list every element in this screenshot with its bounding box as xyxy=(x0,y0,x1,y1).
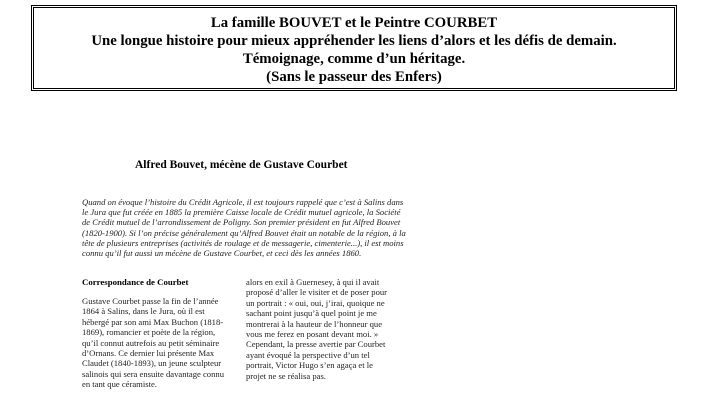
intro-line: de Crédit mutuel de l’arrondissement de Poligny. Son premier président en fut Alfred Bouvet xyxy=(82,217,401,228)
column-line: 1869), romancier et poète de la région, xyxy=(82,327,216,338)
header-line-1: La famille BOUVET et le Peintre COURBET xyxy=(210,15,498,31)
article-title: Alfred Bouvet, mécène de Gustave Courbet xyxy=(135,159,348,171)
column-line: en tant que céramiste. xyxy=(82,379,157,390)
header-line-3: Témoignage, comme d’un héritage. xyxy=(242,51,466,67)
article-intro xyxy=(82,197,630,258)
right-column xyxy=(246,277,406,381)
column-line: vous me ferez en posant devant moi. » xyxy=(246,329,379,340)
column-line: proposé d’aller le visiter et de poser pour xyxy=(246,287,388,298)
intro-line: (1820-1900). Si l’on précise généralement qu’Alfred Bouvet était un notable de la région, à la xyxy=(82,227,406,238)
intro-line: le Jura que fut créée en 1885 la première Caisse locale de Crédit mutuel agricole, la Société xyxy=(82,207,401,218)
column-line: Gustave Courbet passe la fin de l’année xyxy=(82,296,219,306)
column-line: Claudet (1840-1893), un jeune sculpteur xyxy=(82,358,222,369)
column-line: d’Ornans. Ce dernier lui présente Max xyxy=(82,348,215,359)
left-column xyxy=(82,296,242,390)
column-line: montrerai à la hauteur de l’honneur que xyxy=(246,318,383,329)
column-line: un portrait : « oui, oui, j’irai, quoique ne xyxy=(246,297,385,308)
header-title-box xyxy=(31,5,677,91)
column-line: portrait, Victor Hugo s’en agaça et le xyxy=(246,360,373,371)
column-line: alors en exil à Guernesey, à qui il avait xyxy=(246,277,380,287)
column-line: Cependant, la presse avertie par Courbet xyxy=(246,339,386,350)
intro-line: tête de plusieurs entreprises (activités de roulage et de messagerie, cimenterie...), il est moins xyxy=(82,237,404,248)
intro-line: connu qu’il fut aussi un mécène de Gustave Courbet, et ceci dès les années 1860. xyxy=(82,248,362,259)
column-line: qu’il connut autrefois au petit séminaire xyxy=(82,337,220,348)
column-line: hébergé par son ami Max Buchon (1818- xyxy=(82,316,224,327)
column-line: ayant évoqué la perspective d’un tel xyxy=(246,349,370,360)
column-line: 1864 à Salins, dans le Jura, où il est xyxy=(82,306,205,317)
column-line: projet ne se réalisa pas. xyxy=(246,370,326,381)
header-line-4: (Sans le passeur des Enfers) xyxy=(266,69,442,85)
intro-line: Quand on évoque l’histoire du Crédit Agricole, il est toujours rappelé que c’est à Salins dans xyxy=(82,197,404,207)
section-title: Correspondance de Courbet xyxy=(82,277,189,287)
column-line: salinois qui sera ensuite davantage connu xyxy=(82,368,224,379)
column-line: sachant point jusqu’à quel point je me xyxy=(246,308,377,319)
header-line-2: Une longue histoire pour mieux appréhender les liens d’alors et les défis de demain. xyxy=(91,33,617,49)
